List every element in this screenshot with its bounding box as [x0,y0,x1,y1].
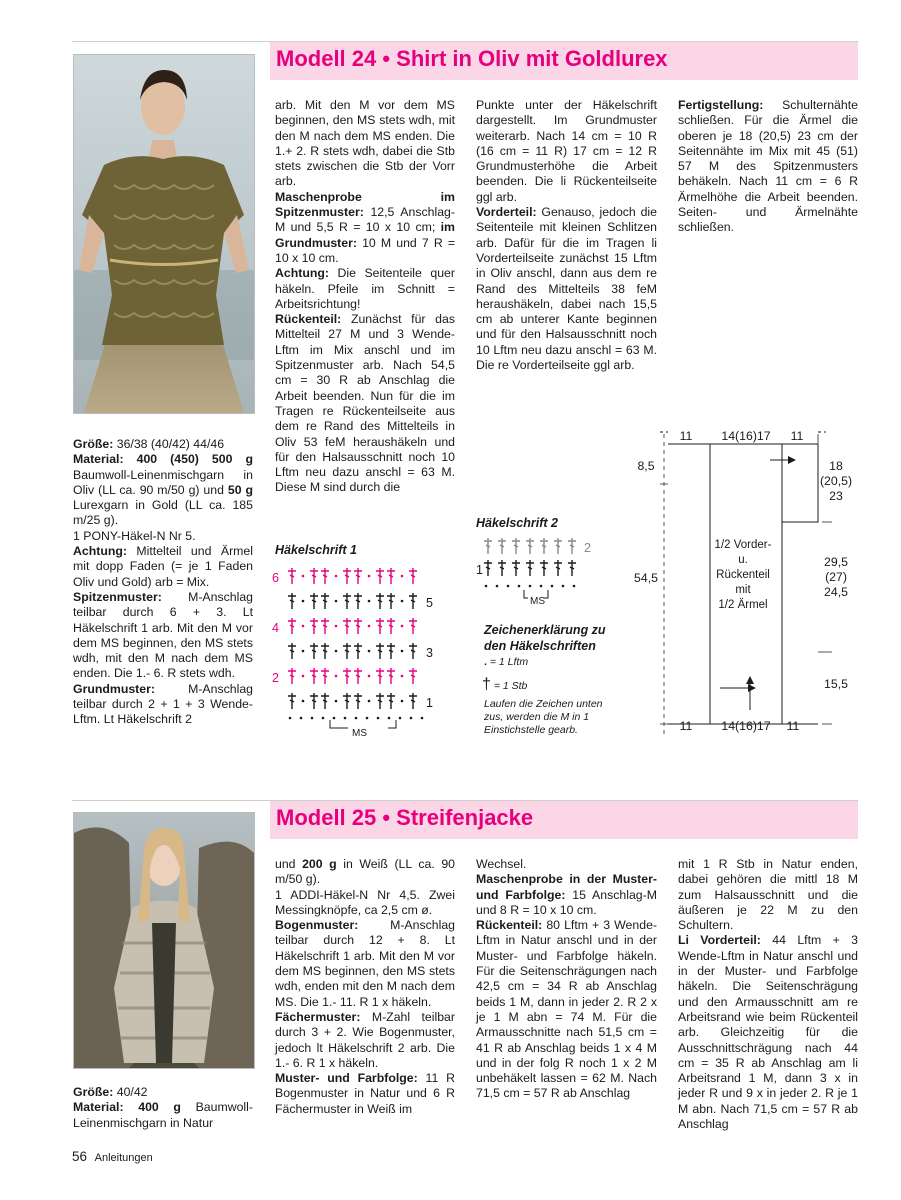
paragraph: Achtung: Die Seitenteile quer häkeln. Pfeile im Schnitt = Arbeitsrichtung! [275,266,455,311]
chart1-ms-label: MS [352,728,367,739]
lftm-symbol [368,650,371,653]
stb-symbol [526,560,534,576]
model25-column-2 [275,857,455,1117]
chart1-row-label-right: 3 [426,646,433,660]
chart1-row-label-right: 5 [426,596,433,610]
schema-top-right: 11 [790,429,804,443]
stb-symbol [310,593,318,609]
legend-title: Zeichenerklärung zu den Häkelschriften [484,623,606,653]
schema-center-label: Rückenteil [716,569,770,581]
stb-symbol [409,593,417,609]
schema-sleeve-size: 23 [829,489,843,503]
schema-center-label: u. [738,554,748,566]
stb-symbol [409,618,417,634]
stb-symbol [321,568,329,584]
stb-symbol [387,693,395,709]
stb-symbol [288,643,296,659]
paragraph: Punkte unter der Häkelschrift dargestellt. Im Grundmuster weiterarb. Nach 14 cm = 10 R (16 cm = 11 R) 17 cm = 12 R Grundmusterhöhe die Arbeit beenden. Die li Rückenteilseite ggl arb. [476,98,657,204]
schema-center-label: mit [735,584,751,596]
lftm-symbol [368,675,371,678]
lftm-symbol [322,717,325,720]
schema-bottom-size: 15,5 [824,677,848,691]
model24-title: Modell 24 • Shirt in Oliv mit Goldlurex [276,46,668,71]
lftm-symbol [507,585,510,588]
stb-symbol [310,668,318,684]
paragraph: Muster- und Farbfolge: 11 R Bogenmuster in Natur und 6 R Fächermuster in Weiß im [275,1071,455,1116]
schema-top-left: 11 [679,429,693,443]
lftm-symbol [335,600,338,603]
paragraph: Material: 400 (450) 500 g Baumwoll-Leinenmischgarn in Oliv (LL ca. 90 m/50 g) und 50 g Lurexgarn in Gold (LL ca. 185 m/25 g). [73,452,253,528]
lftm-symbol [401,600,404,603]
stb-symbol [310,618,318,634]
model25-column-4 [678,857,858,1132]
stb-symbol [343,643,351,659]
lftm-symbol [401,625,404,628]
paragraph: Vorderteil: Genauso, jedoch die Seitenteile mit kleinen Schlitzen arb. Dafür für die im Tragen li Vorderteilseite zunächst 15 Lftm in Oliv anschl, dann aus dem re Rand des Mittelteils 38 feM heraushäkeln, dabei nach 15,5 cm ab unterer Kante beginnen und für den Halsausschnitt noch 10 Lftm neu dazu anschl = 63 M. Die re Vorderteilseite ggl arb. [476,205,657,373]
model25-column-3 [476,857,657,1102]
lftm-symbol [335,700,338,703]
stb-symbol [409,568,417,584]
schema-mid-size: 29,5 [824,555,848,569]
chart1-title: Häkelschrift 1 [275,543,357,557]
lftm-symbol [302,700,305,703]
stb-symbol [387,618,395,634]
lftm-symbol [401,650,404,653]
schema-left-main: 54,5 [634,571,658,585]
section-name: Anleitungen [94,1152,153,1164]
schema-top-center: 14(16)17 [721,429,771,443]
stb-symbol [409,643,417,659]
chart1-ms-bracket [330,720,396,728]
stb-symbol [387,593,395,609]
lftm-symbol [300,717,303,720]
lftm-symbol [388,717,391,720]
paragraph: Größe: 40/42 [73,1085,148,1099]
stb-symbol [376,618,384,634]
page-footer [72,1149,153,1164]
paragraph: 1 ADDI-Häkel-N Nr 4,5. Zwei Messingknöpfe, ca 2,5 cm ø. [275,887,455,917]
stb-symbol [321,643,329,659]
schema-center-label: 1/2 Vorder- [714,539,772,551]
chart1-diagram [268,560,458,745]
model24-column-4 [678,98,858,236]
lftm-symbol [485,585,488,588]
stb-symbol [409,668,417,684]
stb-symbol [526,538,534,554]
stb-symbol [512,538,520,554]
stb-symbol [387,668,395,684]
lftm-symbol [302,675,305,678]
stb-symbol [321,618,329,634]
lftm-symbol [401,700,404,703]
paragraph: mit 1 R Stb in Natur enden, dabei gehören die mittl 18 M zum Halsausschnitt und die äußeren je 22 M zu den Schultern. [678,857,858,933]
stb-symbol [343,668,351,684]
lftm-symbol [421,717,424,720]
model25-title-banner [270,801,858,839]
paragraph: Wechsel. [476,857,527,871]
paragraph: Rückenteil: 80 Lftm + 3 Wende-Lftm in Natur anschl und in der Muster- und Farbfolge häkeln. Für die Seitenschrägungen nach 42,5 cm = 34 R ab Anschlag beids 1 M, dann in jeder 2. R 2 x je 1 M abn = 74 M. Für die Armausschnitte nach 51,5 cm = 41 R ab Anschlag beids 1 x 4 M und in der folg R noch 1 x 2 M unbehäkelt lassen = 62 M. Nach 71,5 cm = 57 R ab Anschlag [476,918,657,1101]
model24-photo-image [74,55,254,413]
chart1-row-label-left: 2 [272,671,279,685]
schema-mid-size: (27) [825,570,847,584]
stb-symbol [354,643,362,659]
stb-symbol [554,560,562,576]
chart1-row-label-left: 6 [272,571,279,585]
chart2-ms-label: MS [530,596,545,607]
chart2-title: Häkelschrift 2 [476,516,558,530]
stb-symbol [554,538,562,554]
stb-symbol [484,560,492,576]
paragraph: Material: 400 g Baumwoll-Leinenmischgarn in Natur [73,1100,253,1130]
schema-sleeve-size: 18 [829,459,843,473]
lftm-symbol [399,717,402,720]
chart2-diagram [470,532,600,612]
stb-symbol [321,668,329,684]
lftm-symbol [551,585,554,588]
lftm-symbol [335,575,338,578]
chart2-row-label-left: 1 [476,563,483,577]
lftm-symbol [377,717,380,720]
stb-symbol [376,668,384,684]
lftm-symbol [401,575,404,578]
stb-symbol [376,593,384,609]
schema-left-top: 8,5 [637,459,655,473]
stb-symbol [310,568,318,584]
schema-bottom-left: 11 [679,719,693,733]
lftm-symbol [366,717,369,720]
stb-symbol [288,593,296,609]
lftm-symbol [368,575,371,578]
model24-title-banner [270,42,858,80]
paragraph: Bogenmuster: M-Anschlag teilbar durch 12 + 8. Lt Häkelschrift 1 arb. Mit den M vor dem MS beginnen, den MS stets wdh, enden mit den M nach dem MS. Die 1.- 11. R 1 x häkeln. [275,918,455,1009]
paragraph: Grundmuster: M-Anschlag teilbar durch 2 + 1 + 3 Wende-Lftm. Lt Häkelschrift 2 [73,681,253,727]
stb-icon: † [482,676,491,693]
lftm-symbol [335,625,338,628]
stb-symbol [540,538,548,554]
chart1-row-label-left: 4 [272,621,279,635]
lftm-symbol [302,575,305,578]
paragraph: Li Vorderteil: 44 Lftm + 3 Wende-Lftm in Natur anschl und in der Muster- und Farbfolge häkeln. Die Seitenschrägung und den Armausschnitt am re Arbeitsrand wie beim Rückenteil arb. Gleichzeitig für die Ausschnittschrägung nach 44 cm = 35 R ab Anschlag am li Arbeitsrand 1 M, dann 3 x in jeder R und 9 x in jeder 2. R je 1 M abn. Nach 71,5 cm = 57 R ab Anschlag [678,933,858,1132]
chart2-symbols [484,538,576,587]
stb-symbol [354,693,362,709]
pattern-schema [630,424,860,749]
stb-symbol [376,568,384,584]
stb-symbol [288,693,296,709]
lftm-symbol [496,585,499,588]
stb-symbol [288,568,296,584]
stb-symbol [310,643,318,659]
stb-symbol [343,618,351,634]
model25-title: Modell 25 • Streifenjacke [276,805,534,830]
stb-symbol [354,593,362,609]
model24-column-2 [275,98,455,496]
stb-symbol [568,560,576,576]
paragraph: 1 PONY-Häkel-N Nr 5. [73,528,196,543]
stb-symbol [387,643,395,659]
stb-symbol [343,568,351,584]
legend-stb: † = 1 Stb [482,676,528,693]
lftm-symbol [401,675,404,678]
lftm-symbol [410,717,413,720]
page-number: 56 [72,1149,88,1164]
stb-symbol [321,593,329,609]
schema-bottom-center: 14(16)17 [721,719,771,733]
stb-symbol [343,693,351,709]
lftm-symbol [335,675,338,678]
lftm-symbol [289,717,292,720]
model25-photo [73,812,255,1069]
stb-symbol [498,538,506,554]
stb-symbol [498,560,506,576]
lftm-symbol [333,717,336,720]
model25-photo-image [74,813,254,1068]
chart1-row-label-right: 1 [426,696,433,710]
lftm-symbol [302,600,305,603]
lftm-symbol [368,625,371,628]
model24-photo [73,54,255,414]
stb-symbol [354,668,362,684]
paragraph: Maschenprobe im Spitzenmuster: 12,5 Anschlag-M und 5,5 R = 10 x 10 cm; im Grundmuster: 10 M und 7 R = 10 x 10 cm. [275,189,455,265]
lftm-symbol [344,717,347,720]
stb-symbol [512,560,520,576]
stb-symbol [310,693,318,709]
chart2-row-label-right: 2 [584,541,591,555]
paragraph: Größe: 36/38 (40/42) 44/46 [73,437,225,451]
model24-column-1 [73,437,253,728]
stb-symbol [540,560,548,576]
schema-mid-size: 24,5 [824,585,848,599]
stb-symbol [376,693,384,709]
stb-symbol [288,618,296,634]
lftm-symbol [302,650,305,653]
stb-symbol [321,693,329,709]
lftm-symbol [562,585,565,588]
model25-column-1 [73,1085,253,1131]
lftm-symbol [573,585,576,588]
stb-symbol [568,538,576,554]
paragraph: Spitzenmuster: M-Anschlag teilbar durch 6 + 3. Lt Häkelschrift 1 arb. Mit den M vor dem MS beginnen, den MS stets wdh, mit den M nach dem MS enden. Die 1.- 6. R stets wdh. [73,589,253,681]
paragraph: und 200 g in Weiß (LL ca. 90 m/50 g). [275,857,455,887]
paragraph: Fertigstellung: Schulternähte schließen. Für die Ärmel die oberen je 18 (20,5) 23 cm der Seitennähte im Mix mit 45 (51) 57 M des Spitzenmusters behäkeln. Nach 11 cm = 6 R Ärmelhöhe die Arbeit beenden. Seiten- und Ärmelnähte schließen. [678,98,858,235]
stb-symbol [343,593,351,609]
lftm-symbol [368,600,371,603]
stb-symbol [288,668,296,684]
lftm-symbol [355,717,358,720]
dot-icon: . [484,656,487,668]
lftm-symbol [540,585,543,588]
schema-center-label: 1/2 Ärmel [718,599,768,611]
stb-symbol [354,618,362,634]
lftm-symbol [302,625,305,628]
paragraph: Rückenteil: Zunächst für das Mittelteil 27 M und 3 Wende-Lftm im Mix anschl und im Spitzenmuster arb. Nach 54,5 cm = 30 R ab Anschlag die Arbeit beenden. Nun für die im Tragen re Rückenteilseite aus dem re Rand des Mittelteils in Oliv 53 feM heraushäkeln und für den Halsausschnitt noch 10 Lftm neu dazu anschl = 63 M. Diese M sind durch die [275,312,455,495]
lftm-symbol [335,650,338,653]
paragraph: Achtung: Mittelteil und Ärmel mit dopp Faden (= je 1 Faden Oliv und Gold) arb = Mix. [73,544,253,589]
lftm-symbol [518,585,521,588]
stb-symbol [354,568,362,584]
schema-sleeve-size: (20,5) [819,474,853,488]
stb-symbol [376,643,384,659]
legend-note: Laufen die Zeichen unten zus, werden die M in 1 Einstichstelle gearb. [484,698,603,736]
paragraph: arb. Mit den M vor dem MS beginnen, den MS stets wdh, mit den M nach dem MS enden. Die 1.+ 2. R stets wdh, dabei die Stb stets zwischen die Stb der Vorr arb. [275,98,455,189]
lftm-symbol [311,717,314,720]
stb-symbol [387,568,395,584]
stb-symbol [409,693,417,709]
chart1-symbols [288,568,423,719]
paragraph: Maschenprobe in der Muster- und Farbfolge: 15 Anschlag-M und 8 R = 10 x 10 cm. [476,872,657,917]
legend-lftm: . = 1 Lftm [484,656,529,668]
schema-bottom-right: 11 [786,719,800,733]
lftm-symbol [368,700,371,703]
lftm-symbol [529,585,532,588]
model24-column-3 [476,98,657,373]
paragraph: Fächermuster: M-Zahl teilbar durch 3 + 2. Wie Bogenmuster, jedoch lt Häkelschrift 2 arb. Die 1.- 6. R 1 x häkeln. [275,1009,455,1070]
stb-symbol [484,538,492,554]
